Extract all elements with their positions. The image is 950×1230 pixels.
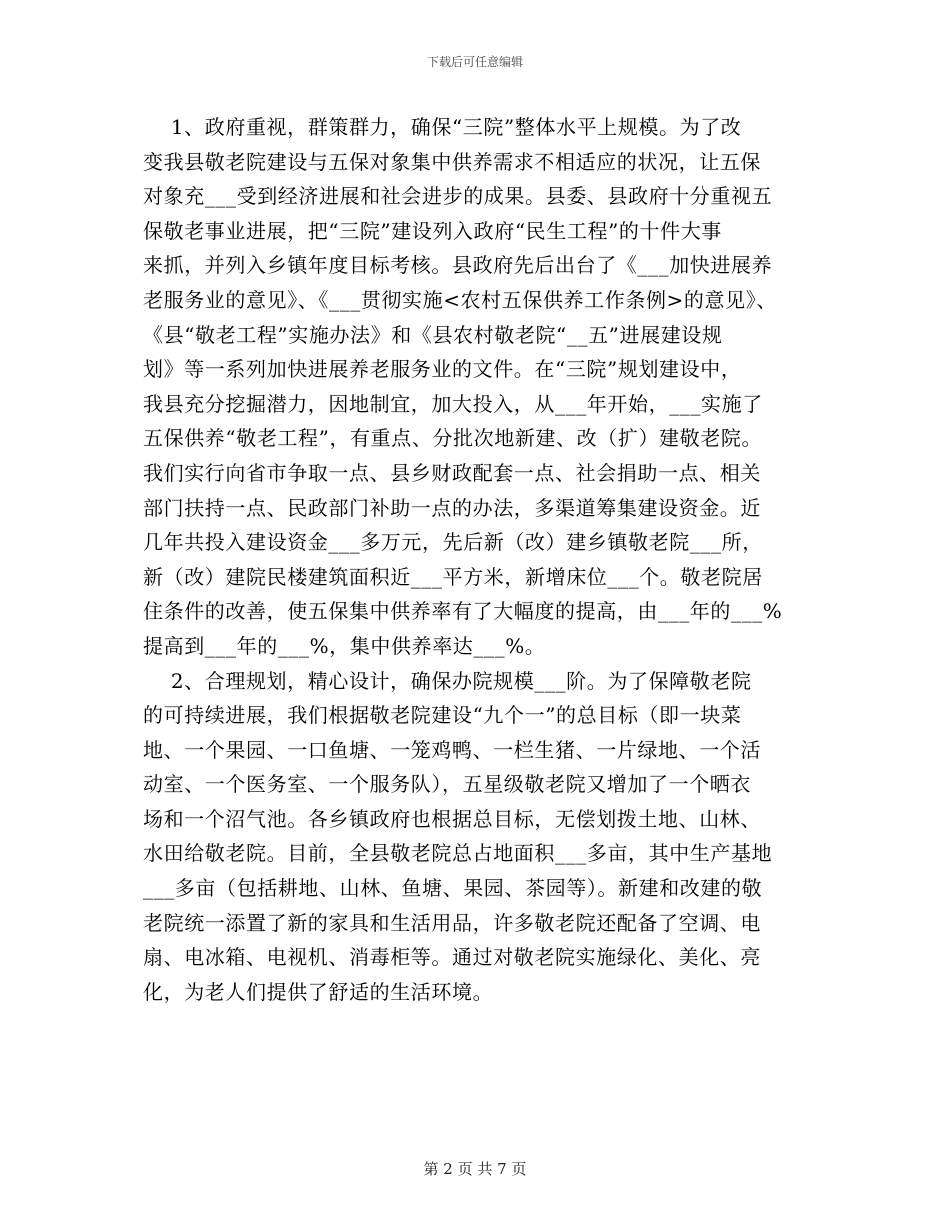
text-line: 对象充___受到经济进展和社会进步的成果。县委、县政府十分重视五 [143, 184, 773, 209]
text-line: 我县充分挖掘潜力，因地制宜，加大投入，从___年开始，___实施了 [143, 391, 763, 416]
page-footer: 第 2 页 共 7 页 [423, 1160, 527, 1178]
text-line: 老院统一添置了新的家具和生活用品，许多敬老院还配备了空调、电 [143, 910, 761, 935]
text-line: 《县“敬老工程”实施办法》和《县农村敬老院“__五”进展建设规 [143, 322, 723, 347]
text-line: 场和一个沼气池。各乡镇政府也根据总目标，无偿划拨土地、山林、 [143, 806, 761, 831]
text-line: 1、政府重视，群策群力，确保“三院”整体水平上规模。为了改 [143, 115, 742, 139]
text-line: 五保供养“敬老工程”，有重点、分批次地新建、改（扩）建敬老院。 [143, 426, 763, 451]
text-line: 提高到___年的___%，集中供养率达___%。 [143, 633, 546, 658]
document-body [143, 110, 823, 1009]
text-line: 老服务业的意见》、《___贯彻实施<农村五保供养工作条例>的意见》、 [143, 287, 777, 312]
paragraph-2 [143, 664, 823, 1010]
text-line: 地、一个果园、一口鱼塘、一笼鸡鸭、一栏生猪、一片绿地、一个活 [143, 737, 761, 762]
text-line: 2、合理规划，精心设计，确保办院规模___阶。为了保障敬老院 [143, 668, 752, 693]
text-line: 新（改）建院民楼建筑面积近___平方米，新增床位___个。敬老院居 [143, 564, 763, 589]
paragraph-1 [143, 110, 823, 664]
text-line: 变我县敬老院建设与五保对象集中供养需求不相适应的状况，让五保 [143, 149, 761, 174]
text-line: 的可持续进展，我们根据敬老院建设“九个一”的总目标（即一块菜 [143, 703, 742, 728]
page-header: 下载后可任意编辑 [426, 55, 523, 69]
text-line: 水田给敬老院。目前，全县敬老院总占地面积___多亩，其中生产基地 [143, 841, 773, 866]
text-line: 划》等一系列加快进展养老服务业的文件。在“三院”规划建设中， [143, 357, 742, 382]
text-line: 来抓，并列入乡镇年度目标考核。县政府先后出台了《___加快进展养 [143, 253, 773, 278]
text-line: ___多亩（包括耕地、山林、鱼塘、果园、茶园等）。新建和改建的敬 [143, 876, 763, 901]
text-line: 保敬老事业进展，把“三院”建设列入政府“民生工程”的十件大事 [143, 218, 722, 243]
text-line: 动室、一个医务室、一个服务队），五星级敬老院又增加了一个晒衣 [143, 772, 751, 797]
text-line: 扇、电冰箱、电视机、消毒柜等。通过对敬老院实施绿化、美化、亮 [143, 945, 761, 970]
text-line: 化，为老人们提供了舒适的生活环境。 [143, 979, 494, 1004]
text-line: 部门扶持一点、民政部门补助一点的办法，多渠道筹集建设资金。近 [143, 495, 761, 520]
text-line: 几年共投入建设资金___多万元，先后新（改）建乡镇敬老院___所， [143, 530, 763, 555]
text-line: 我们实行向省市争取一点、县乡财政配套一点、社会捐助一点、相关 [143, 460, 761, 485]
text-line: 住条件的改善，使五保集中供养率有了大幅度的提高，由___年的___% [143, 599, 783, 624]
